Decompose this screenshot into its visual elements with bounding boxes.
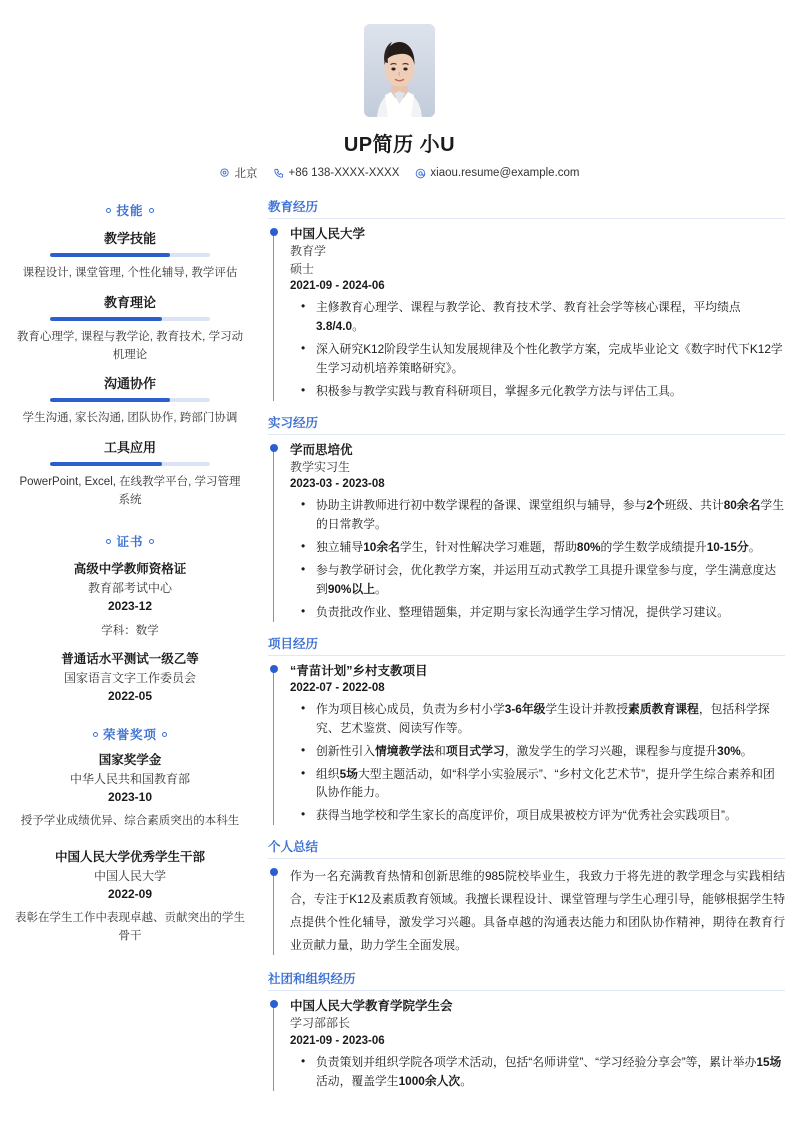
education-degree: 硕士 [290,261,315,276]
project-title: “青苗计划”乡村支教项目 [290,663,428,678]
award-org: 中华人民共和国教育部 [69,771,190,786]
organization-points [290,1053,785,1091]
education-entry [268,225,785,401]
education-major: 教育学 [290,244,327,259]
contact-phone-text: +86 138-XXXX-XXXX [288,167,400,179]
skill-item [12,292,248,365]
award-item [12,848,248,946]
internship-date: 2023-03 - 2023-08 [290,478,385,491]
certificate-title: 普通话水平测试一级乙等 [61,652,199,667]
award-title: 中国人民大学优秀学生干部 [54,849,205,864]
resume-header [0,0,799,181]
skill-item [12,373,248,428]
organization-name: 中国人民大学教育学院学生会 [290,999,453,1014]
award-date: 2023-10 [107,789,153,804]
section-heading-internship: 实习经历 [268,413,785,435]
organization-entry [268,997,785,1091]
award-org: 中国人民大学 [93,868,166,883]
section-heading-organizations: 社团和组织经历 [268,969,785,991]
award-description: 表彰在学生工作中表现卓越、贡献突出的学生骨干 [15,911,245,943]
page-title: UP简历 小U [343,134,456,156]
bullet-point: • 独立辅导10余名学生，针对性解决学习难题，帮助80%的学生数学成绩提升10-15分。 [316,538,785,557]
sidebar-heading-skills [12,201,248,219]
sidebar-heading-awards-text: 荣誉奖项 [102,727,157,742]
internship-points [290,496,785,621]
bullet-point: • 负责策划并组织学院各项学术活动，包括“名师讲堂”、“学习经验分享会”等，累计举办15场活动，覆盖学生1000余人次。 [316,1053,785,1091]
main-content [262,197,799,1103]
certificate-org: 国家语言文字工作委员会 [63,670,196,685]
skill-progress-bar [50,317,210,321]
certificate-org: 教育部考试中心 [87,580,172,595]
internship-entry [268,441,785,622]
award-title: 国家奖学金 [98,752,162,767]
sidebar-heading-awards [12,725,248,743]
summary-text: 作为一名充满教育热情和创新思维的985院校毕业生，我致力于将先进的教学理念与实践相结合，专注于K12及素质教育领域。我擅长课程设计、课堂管理与学生心理引导，能够根据学生特点提供个性化辅导，激发学习兴趣。具备卓越的沟通表达能力和团队协作精神，期待在教育行业贡献力量，助力学生全面发展。 [290,869,785,953]
certificate-description: 学科：数学 [101,624,159,637]
certificate-item [12,560,248,640]
organization-role: 学习部部长 [290,1016,351,1031]
portrait-photo [364,24,435,117]
contact-email-text: xiaou.resume@example.com [430,167,580,179]
skill-name: 工具应用 [103,440,156,456]
section-organizations [268,969,785,1091]
skill-description: 教育心理学, 课程与教学论, 教育技术, 学习动机理论 [16,330,244,361]
award-item [12,751,248,830]
skill-item [12,228,248,283]
skill-description: 课程设计, 课堂管理, 个性化辅导, 教学评估 [22,267,238,279]
circle-bullet-icon [106,539,111,544]
sidebar-heading-skills-text: 技能 [116,204,144,218]
project-date: 2022-07 - 2022-08 [290,681,385,694]
section-heading-projects: 项目经历 [268,634,785,656]
skill-progress-bar [50,462,210,466]
bullet-point: • 组织5场大型主题活动，如“科学小实验展示”、“乡村文化艺术节”，提升学生综合素养和团队协作能力。 [316,765,785,803]
bullet-point: • 获得当地学校和学生家长的高度评价，项目成果被校方评为“优秀社会实践项目”。 [316,806,785,825]
summary-block [268,865,785,957]
certificate-title: 高级中学教师资格证 [73,561,187,576]
bullet-point: • 协助主讲教师进行初中数学课程的备课、课堂组织与辅导，参与2个班级、共计80余名学生的日常教学。 [316,496,785,534]
resume-body [0,197,799,1103]
organization-date: 2021-09 - 2023-06 [290,1034,385,1047]
photo-wrapper [0,24,799,117]
skill-item [12,437,248,510]
internship-role: 教学实习生 [290,459,351,474]
project-points [290,700,785,825]
education-school: 中国人民大学 [290,227,366,241]
bullet-point: • 创新性引入情境教学法和项目式学习，激发学生的学习兴趣，课程参与度提升30%。 [316,742,785,761]
certificate-date: 2023-12 [107,598,153,613]
sidebar-heading-certificates [12,532,248,550]
circle-bullet-icon [93,732,98,737]
section-education [268,197,785,401]
skill-progress-bar [50,398,210,402]
skill-progress-bar [50,253,210,257]
section-internship [268,413,785,622]
bullet-point: • 负责批改作业、整理错题集，并定期与家长沟通学生学习情况，提供学习建议。 [316,603,785,622]
skill-name: 沟通协作 [103,376,156,392]
certificate-item [12,650,248,705]
internship-company: 学而思培优 [290,442,353,457]
contact-phone [273,167,399,179]
bullet-point: • 主修教育心理学、课程与教学论、教育技术学、教育社会学等核心课程，平均绩点3.8/4.0。 [316,298,785,336]
section-projects [268,634,785,826]
award-description: 授予学业成绩优异、综合素质突出的本科生 [20,814,240,827]
contact-location [219,165,257,181]
contact-email [415,167,579,179]
contact-location-text: 北京 [234,168,258,180]
circle-bullet-icon [162,732,167,737]
certificate-date: 2022-05 [107,688,153,703]
bullet-point: • 深入研究K12阶段学生认知发展规律及个性化教学方案，完成毕业论文《数字时代下K12学生学习动机培养策略研究》。 [316,340,785,378]
skill-name: 教学技能 [103,231,156,246]
skill-description: 学生沟通, 家长沟通, 团队协作, 跨部门协调 [22,412,238,425]
award-date: 2022-09 [107,886,153,901]
email-at-icon [415,168,426,179]
bullet-point: • 参与教学研讨会，优化教学方案，并运用互动式教学工具提升课堂参与度，学生满意度达到90%以上。 [316,561,785,599]
section-summary [268,837,785,957]
circle-bullet-icon [149,208,154,213]
bullet-point: • 作为项目核心成员，负责为乡村小学3-6年级学生设计并教授素质教育课程，包括科学探究、艺术鉴赏、阅读写作等。 [316,700,785,738]
section-heading-education: 教育经历 [268,197,785,219]
sidebar [0,197,262,945]
phone-icon [273,168,284,179]
skill-name: 教育理论 [103,294,156,310]
circle-bullet-icon [106,208,111,213]
project-entry [268,662,785,826]
circle-bullet-icon [149,539,154,544]
sidebar-heading-certificates-text: 证书 [116,534,144,549]
education-date: 2021-09 - 2024-06 [290,279,385,292]
location-pin-icon [219,168,230,179]
skill-description: PowerPoint, Excel, 在线教学平台, 学习管理系统 [19,476,241,507]
education-points [290,298,785,400]
section-heading-summary: 个人总结 [268,837,785,859]
contact-row [0,165,799,181]
bullet-point: • 积极参与教学实践与教育科研项目，掌握多元化教学方法与评估工具。 [316,382,785,401]
